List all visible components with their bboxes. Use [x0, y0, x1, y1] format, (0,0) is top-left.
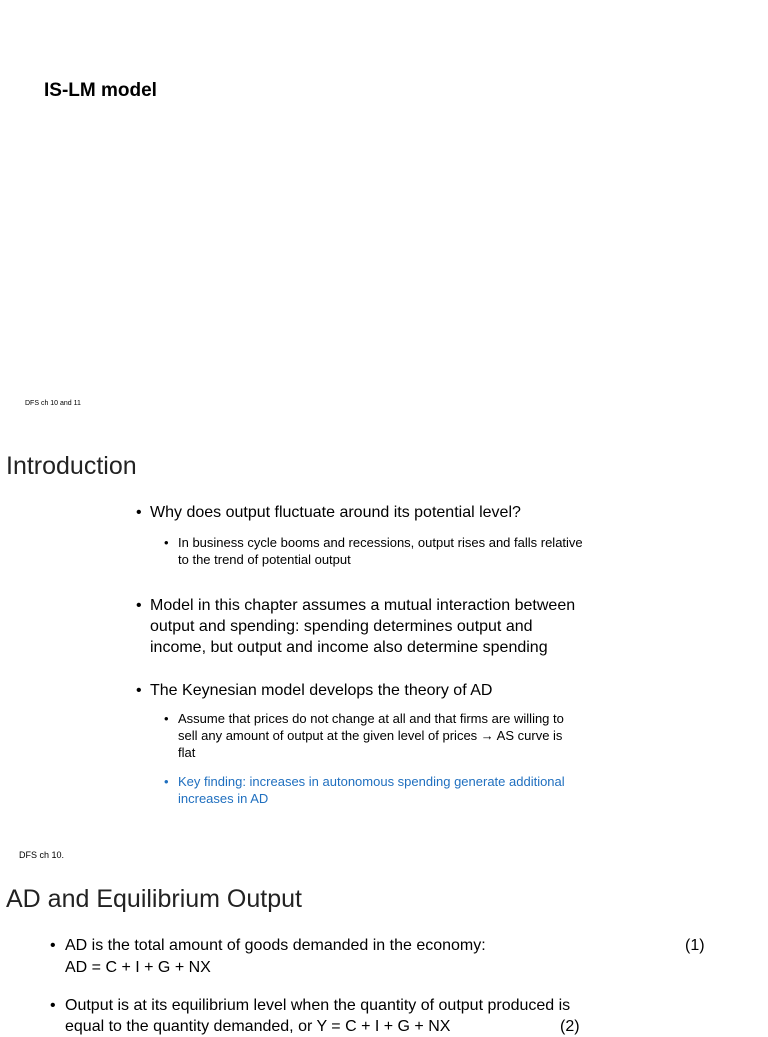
bullet-marker: • [50, 997, 56, 1014]
slide3-line-3: Output is at its equilibrium level when the quantity of output produced is [65, 997, 571, 1014]
slide2-bullet-3: The Keynesian model develops the theory of AD [150, 682, 493, 699]
slide2-subbullet-3a: Assume that prices do not change at all and that firms are willing to [178, 711, 564, 726]
slide2-bullet-1: Why does output fluctuate around its potential level? [150, 504, 521, 521]
slide1-footer: DFS ch 10 and 11 [25, 400, 81, 407]
slide1-title: IS-LM model [44, 80, 157, 101]
bullet-marker: • [136, 504, 142, 521]
bullet-marker: • [50, 937, 56, 954]
slide2-footer: DFS ch 10. [19, 850, 65, 860]
bullet-marker: • [164, 711, 169, 726]
slide3-title: AD and Equilibrium Output [6, 885, 302, 913]
slide2-subbullet-1a: In business cycle booms and recessions, output rises and falls relative [178, 535, 583, 550]
equation-number-2: (2) [560, 1018, 580, 1035]
bullet-marker: • [136, 597, 142, 614]
bullet-marker: • [164, 774, 169, 789]
slide2-subbullet-3c: flat [178, 745, 196, 760]
slide2-bullet-2a: Model in this chapter assumes a mutual interaction between [150, 597, 576, 614]
slide2-bullet-2c: income, but output and income also determine spending [150, 639, 548, 656]
slide3-line-1: AD is the total amount of goods demanded in the economy: [65, 937, 486, 954]
slide2-subbullet-3b: sell any amount of output at the given level of prices → AS curve is [178, 728, 563, 743]
equation-number-1: (1) [685, 937, 705, 954]
slide2-subbullet-1b: to the trend of potential output [178, 552, 351, 567]
slide3-equation-ad: AD = C + I + G + NX [65, 959, 211, 976]
slide2-keyfinding-a: Key finding: increases in autonomous spending generate additional [178, 774, 565, 789]
slide2-title: Introduction [6, 452, 137, 480]
slide2-bullet-2b: output and spending: spending determines output and [150, 618, 533, 635]
bullet-marker: • [164, 535, 169, 550]
bullet-marker: • [136, 682, 142, 699]
slide3-line-4: equal to the quantity demanded, or Y = C + I + G + NX [65, 1018, 451, 1035]
slide2-keyfinding-b: increases in AD [178, 791, 269, 806]
